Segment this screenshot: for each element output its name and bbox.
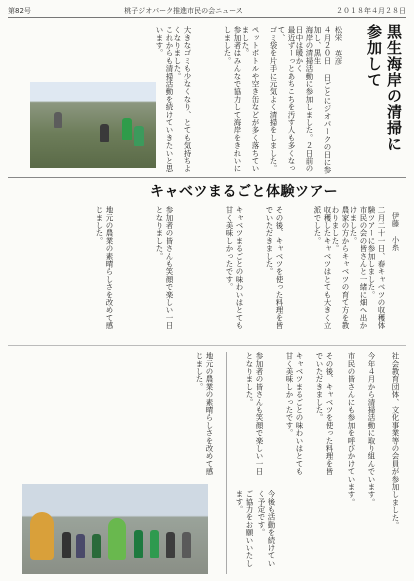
photo-figure [62, 532, 71, 558]
article2-text-col4: 収穫したキャベツはとても大きく立派でした。 [313, 206, 332, 330]
newsletter-title: 桃子ジオパーク推進市民の会ニュース [124, 6, 243, 15]
group-photo [22, 484, 208, 574]
article2-text-col5: その後、キャベツを使った料理を皆でいただきました。 [265, 206, 284, 330]
photo-figure [122, 118, 132, 140]
article1-text-col3: 最近ずーっとあちこちを汚す人も多くなって、 [277, 26, 296, 173]
article1-text-col6: 参加者はみんなで協力して海岸をきれいにしました。 [223, 26, 242, 173]
article2-continuation-col2: キャベツまるごとの味わいはとても甘く美味しかったです。 [285, 352, 304, 476]
photo-figure [150, 530, 159, 558]
article2-text-col6: キャベツまるごとの味わいはとても甘く美味しかったです。 [225, 206, 244, 330]
article1-text-col2: 海岸の清掃活動に参加しました。２日前の日中は暖かく [295, 26, 314, 173]
photo-figure [166, 532, 175, 558]
article3-text-col4: 今後も活動を続けていく予定です。 [257, 490, 276, 567]
issue-number: 第82号 [8, 6, 31, 15]
photo-figure [134, 530, 143, 558]
column-divider [226, 352, 227, 574]
section-divider [8, 345, 406, 346]
article1-text-col5: ペットボトルや空き缶などが多く落ちていました。 [241, 26, 260, 173]
article1-text-col4: ゴミ袋を片手に元気よく清掃をしました。 [269, 26, 278, 173]
article1-headline: 黒生海岸の清掃に参加して [365, 24, 403, 152]
article2-text-col2: 市民の会の皆さんと一緒に畑へ出かけました。 [349, 206, 368, 330]
article2-byline: 伊藤 小糸 [391, 212, 400, 251]
article3-text-col5: ご協力をお願いいたします。 [235, 490, 254, 567]
newsletter-header [8, 4, 406, 18]
article2-text-col3: 農家の方からキャベツの育て方を教わりました。 [331, 206, 350, 330]
article2-continuation-col4: 地元の農業の素晴らしさを改めて感じました。 [195, 352, 214, 476]
article2-headline: キャベツまるごと体験ツアー [150, 184, 339, 200]
article1-text-col1: ４月２０日 日ごとにジオパークの日に参加し、黒生 [313, 26, 332, 174]
mascot-figure [108, 518, 126, 560]
article3-text-col1: 社会教育団体、文化事業等の会員が参加しました。 [391, 352, 400, 530]
photo-figure [134, 126, 144, 146]
article1-byline: 松栄 英彦 [334, 26, 343, 65]
section-divider [8, 177, 406, 178]
article2-continuation-col1: その後、キャベツを使った料理を皆でいただきました。 [315, 352, 334, 476]
article2-continuation-col3: 参加者の皆さんも笑顔で楽しい一日となりました。 [245, 352, 264, 476]
article1-text-col8: これからも清掃活動を続けていきたいと思います。 [155, 26, 174, 173]
article3-text-col3: 市民の皆さんにも参加を呼びかけています。 [347, 352, 356, 506]
photo-figure [182, 532, 191, 558]
article1-text-col7: 大きなゴミも少なくなり、とても気持ちよくなりました。 [173, 26, 192, 173]
mascot-figure [30, 512, 54, 560]
article2-text-col1: 二月二十一日、春キャベツの収穫体験ツアーに参加しました。 [367, 206, 386, 330]
article2-text-col8: 地元の農業の素晴らしさを改めて感じました。 [95, 206, 114, 330]
issue-date: ２０１８年４月２８日 [336, 6, 406, 15]
beach-cleaning-photo [30, 82, 156, 168]
photo-figure [54, 112, 62, 128]
photo-figure [100, 124, 109, 142]
article3-text-col2: 今年４月から清掃活動に取り組んでいます。 [367, 352, 376, 506]
article2-text-col7: 参加者の皆さんも笑顔で楽しい一日となりました。 [155, 206, 174, 330]
photo-figure [76, 534, 85, 558]
photo-figure [92, 534, 101, 558]
